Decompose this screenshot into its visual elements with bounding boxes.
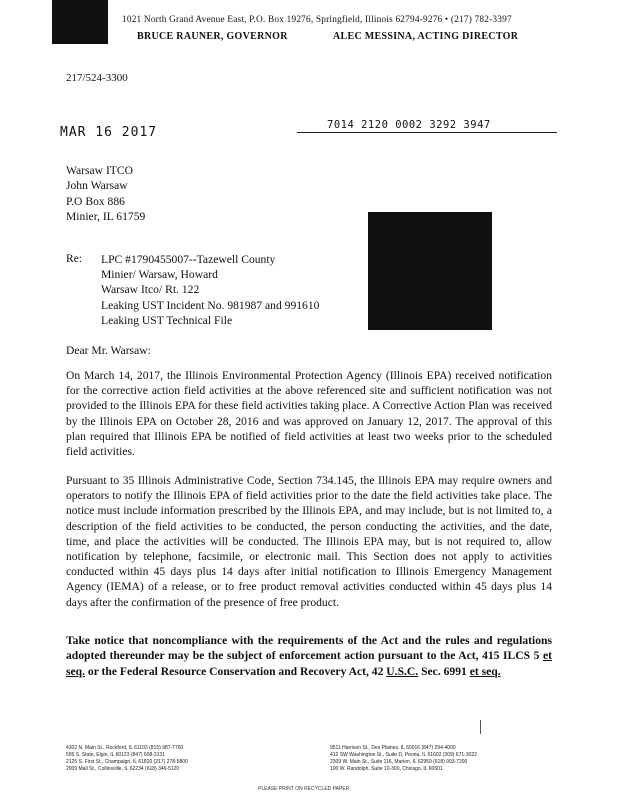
re-subject-block bbox=[101, 252, 319, 328]
salutation: Dear Mr. Warsaw: bbox=[66, 344, 151, 357]
scan-mark bbox=[480, 720, 481, 734]
re-line: Leaking UST Technical File bbox=[101, 313, 233, 327]
footer-office: 2125 S. First St., Champaign, IL 61820 (217) 278-5800 bbox=[66, 759, 188, 765]
notice-text: or the Federal Resource Conservation and Recovery Act, 42 bbox=[85, 664, 387, 678]
footer-office: 595 S. State, Elgin, IL 60123 (847) 608-3131 bbox=[66, 752, 166, 758]
et-seq-underlined: et seq. bbox=[66, 649, 552, 678]
phone-number: 217/524-3300 bbox=[66, 72, 128, 84]
footer-recycled-note: PLEASE PRINT ON RECYCLED PAPER bbox=[258, 786, 350, 792]
header-address: 1021 North Grand Avenue East, P.O. Box 19276, Springfield, Illinois 62794-9276 • (217) 782-3397 bbox=[122, 15, 512, 25]
body-paragraph-2: Pursuant to 35 Illinois Administrative Code, Section 734.145, the Illinois EPA may require owners and operators to notify the Illinois EPA of field activities prior to the date the field activities take place. The notice must include information prescribed by the Illinois EPA, and may include, but is not limited to, a description of the field activities to be conducted, the person conducting the activities, and the date, time, and place the activities will be conducted. The Illinois EPA may, but is not required to, allow notification by telephone, facsimile, or electronic mail. This Section does not apply to activities conducted within 45 days plus 14 days after initial notification to Illinois Emergency Management Agency (IEMA) of a release, or to free product removal activities conducted within 45 days plus 14 days after the confirmation of the presence of free product. bbox=[66, 474, 552, 609]
footer-offices-right bbox=[330, 745, 477, 773]
redaction-box bbox=[368, 212, 492, 330]
header-governor: BRUCE RAUNER, GOVERNOR bbox=[137, 31, 288, 42]
recipient-line: John Warsaw bbox=[66, 179, 128, 193]
footer-offices-left bbox=[66, 745, 188, 773]
usc-underlined: U.S.C. bbox=[386, 664, 419, 678]
notice-text: Sec. 6991 bbox=[418, 664, 470, 678]
certified-mail-rule bbox=[297, 132, 557, 133]
body-paragraph-1: On March 14, 2017, the Illinois Environmental Protection Agency (Illinois EPA) received notification for the corrective action field activities at the above referenced site and sufficient notification was not provided to the Illinois EPA for these field activities taking place. A Corrective Action Plan was received by the Illinois EPA on October 28, 2016 and was approved on January 12, 2017. The approval of this plan required that Illinois EPA be notified of field activities at least two weeks prior to the scheduled field activities. bbox=[66, 369, 552, 459]
footer-office: 2309 W. Main St., Suite 116, Marion, IL 62959 (618) 993-7200 bbox=[330, 759, 468, 765]
re-line: Leaking UST Incident No. 981987 and 991610 bbox=[101, 298, 320, 312]
footer-office: 9511 Harrison St., Des Plaines, IL 60016 (847) 294-4000 bbox=[330, 745, 456, 751]
agency-logo bbox=[52, 0, 108, 44]
certified-mail-number: 7014 2120 0002 3292 3947 bbox=[327, 119, 491, 131]
re-line: Minier/ Warsaw, Howard bbox=[101, 268, 218, 282]
footer-office: 4302 N. Main St., Rockford, IL 61103 (815) 987-7760 bbox=[66, 745, 184, 751]
re-line: Warsaw Itco/ Rt. 122 bbox=[101, 283, 200, 297]
re-label: Re: bbox=[66, 252, 83, 265]
enforcement-notice bbox=[66, 633, 552, 679]
footer-office: 100 W. Randolph, Suite 10-300, Chicago, IL 60601 bbox=[330, 766, 443, 772]
re-line: LPC #1790455007--Tazewell County bbox=[101, 253, 276, 266]
header-director: ALEC MESSINA, ACTING DIRECTOR bbox=[333, 31, 519, 42]
recipient-line: P.O Box 886 bbox=[66, 194, 125, 208]
recipient-address bbox=[66, 163, 145, 225]
recipient-line: Warsaw ITCO bbox=[66, 164, 133, 177]
date-stamp: MAR 16 2017 bbox=[60, 125, 158, 140]
et-seq-underlined: et seq. bbox=[469, 664, 501, 678]
footer-office: 2009 Mall St., Collinsville, IL 62234 (618) 346-5120 bbox=[66, 766, 180, 772]
notice-text: Take notice that noncompliance with the requirements of the Act and the rules and regulations adopted thereunder may be the subject of enforcement action pursuant to the Act, 415 ILCS 5 bbox=[66, 634, 552, 663]
recipient-line: Minier, IL 61759 bbox=[66, 210, 146, 224]
footer-office: 412 SW Washington St., Suite D, Peoria, IL 61602 (309) 671-3022 bbox=[330, 752, 477, 758]
